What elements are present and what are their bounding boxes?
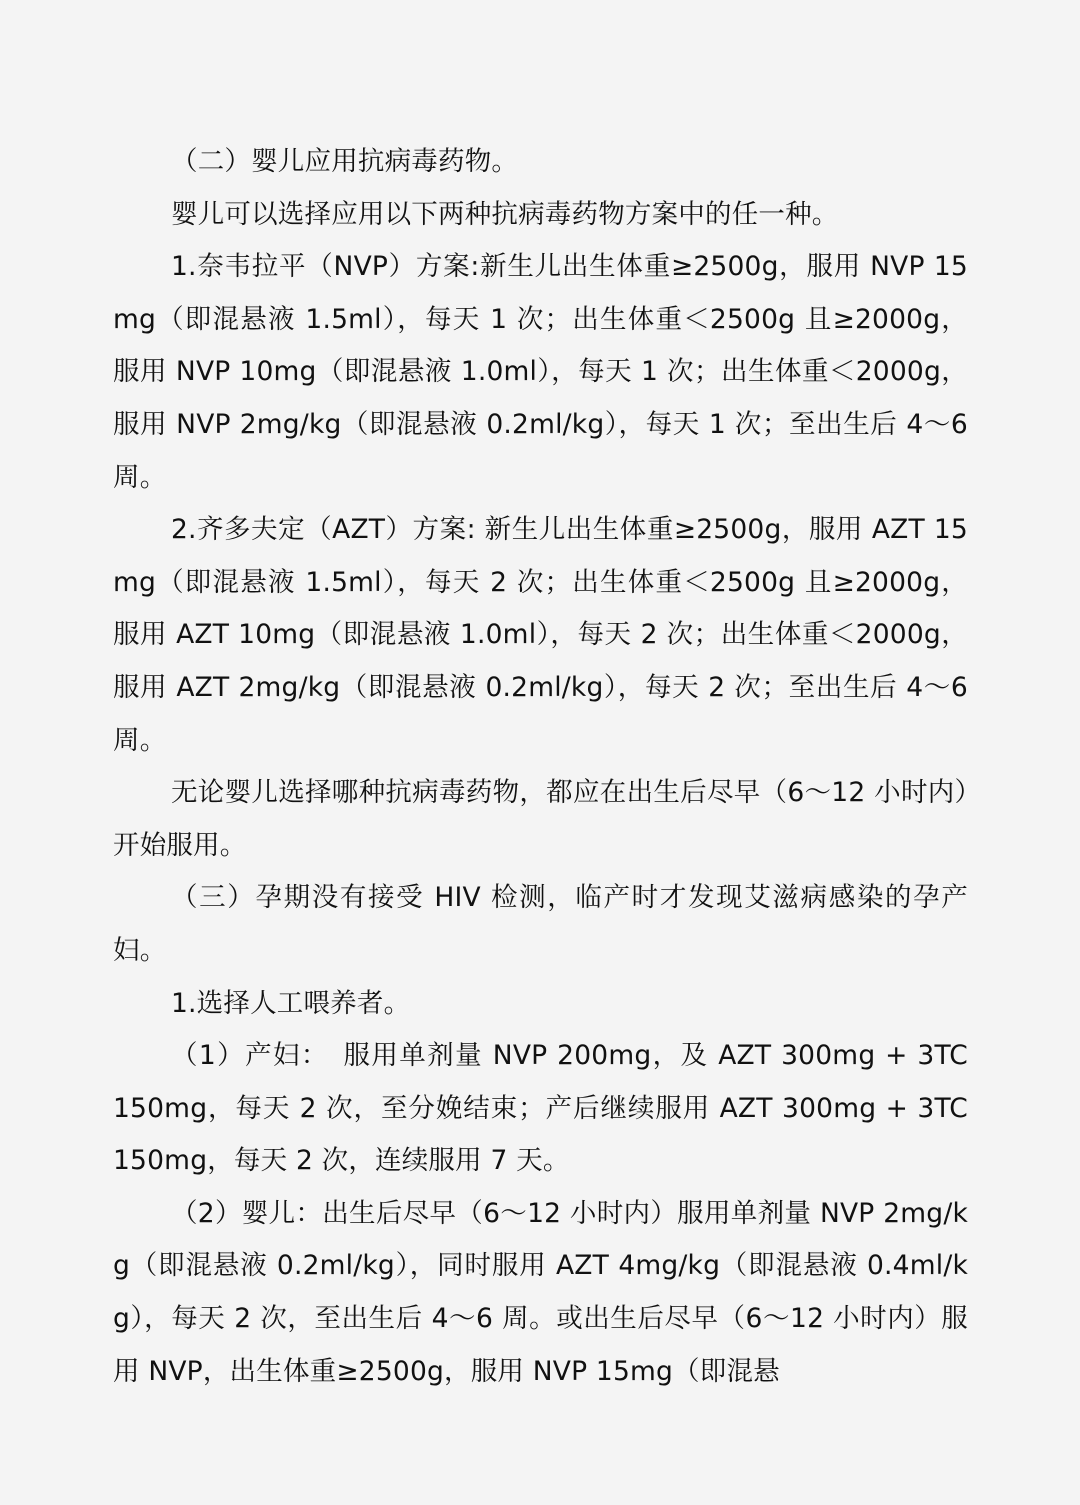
paragraph-nvp-regimen: 1.奈韦拉平（NVP）方案:新生儿出生体重≥2500g，服用 NVP 15mg（即混悬液 1.5ml），每天 1 次；出生体重＜2500g 且≥2000g，服用 NVP 10mg（即混悬液 1.0ml），每天 1 次；出生体重＜2000g，服用 NVP 2mg/kg（即混悬液 0.2ml/kg），每天 1 次；至出生后 4～6 周。 bbox=[113, 251, 968, 493]
paragraph-infant-options: 婴儿可以选择应用以下两种抗病毒药物方案中的任一种。 bbox=[171, 198, 839, 230]
paragraph-infant-regimen: （2）婴儿：出生后尽早（6～12 小时内）服用单剂量 NVP 2mg/kg（即混悬液 0.2ml/kg），同时服用 AZT 4mg/kg（即混悬液 0.4ml/kg），每天 2 次，至出生后 4～6 周。或出生后尽早（6～12 小时内）服用 NVP，出生体重≥2500g，服用 NVP 15mg（即混悬 bbox=[113, 1197, 968, 1387]
paragraph-mother-regimen: （1）产妇： 服用单剂量 NVP 200mg，及 AZT 300mg + 3TC 150mg，每天 2 次，至分娩结束；产后继续服用 AZT 300mg + 3TC 150mg，每天 2 次，连续服用 7 天。 bbox=[113, 1040, 968, 1177]
section-heading-infant-antiviral: （二）婴儿应用抗病毒药物。 bbox=[171, 146, 519, 177]
paragraph-start-timing: 无论婴儿选择哪种抗病毒药物，都应在出生后尽早（6～12 小时内）开始服用。 bbox=[113, 777, 968, 861]
paragraph-azt-regimen: 2.齐多夫定（AZT）方案: 新生儿出生体重≥2500g，服用 AZT 15mg（即混悬液 1.5ml），每天 2 次；出生体重＜2500g 且≥2000g，服用 AZT 10mg（即混悬液 1.0ml），每天 2 次；出生体重＜2000g，服用 AZT 2mg/kg（即混悬液 0.2ml/kg），每天 2 次；至出生后 4～6 周。 bbox=[113, 514, 968, 756]
section-heading-untested-mothers: （三）孕期没有接受 HIV 检测，临产时才发现艾滋病感染的孕产妇。 bbox=[113, 882, 968, 966]
document-body bbox=[113, 136, 968, 1398]
subheading-artificial-feeding: 1.选择人工喂养者。 bbox=[171, 987, 411, 1019]
